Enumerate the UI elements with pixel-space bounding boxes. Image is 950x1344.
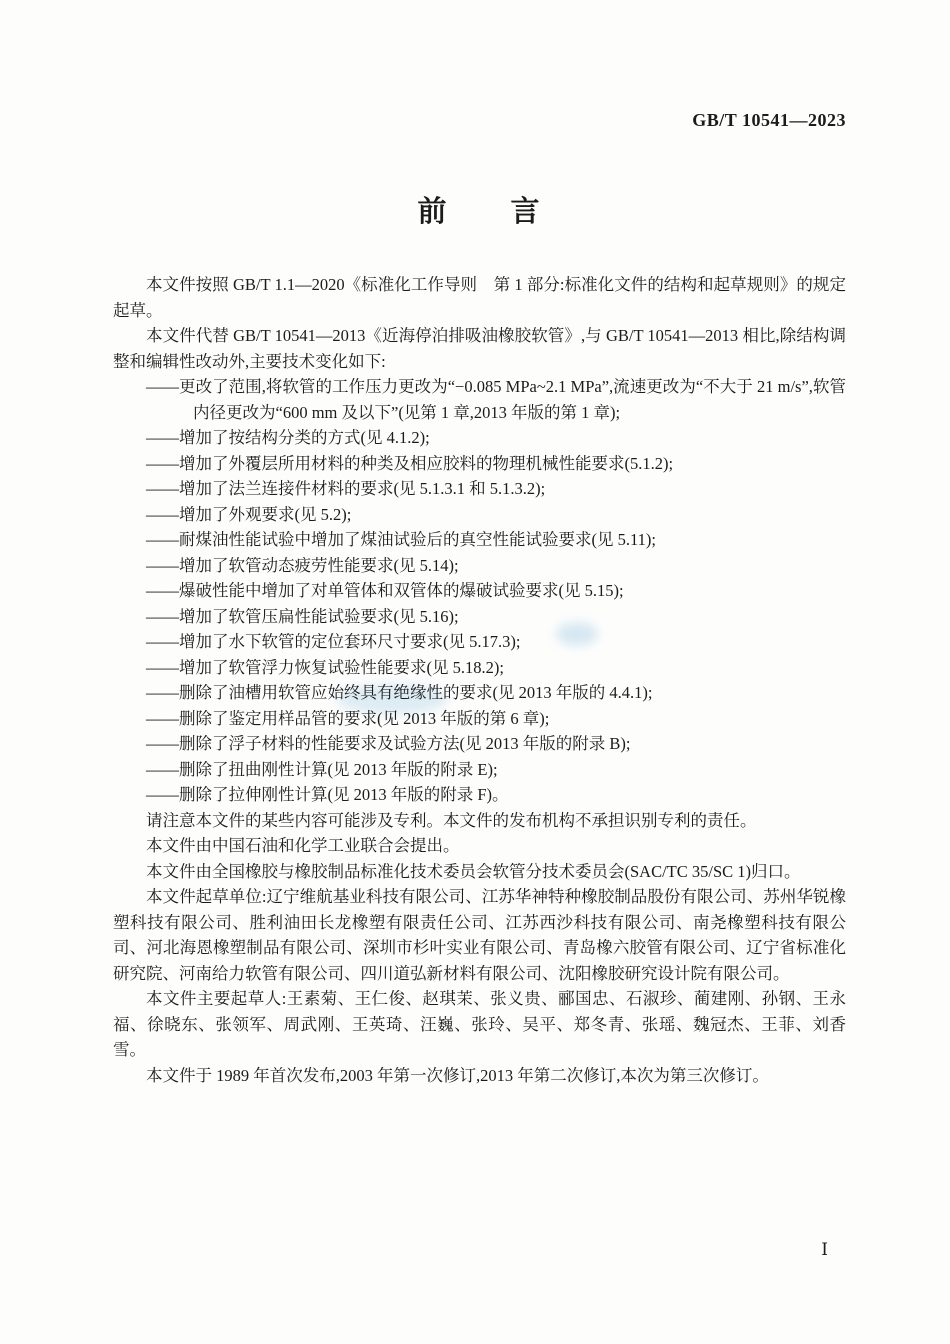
change-item: ——更改了范围,将软管的工作压力更改为“−0.085 MPa~2.1 MPa”,流速更改为“不大于 21 m/s”,软管内径更改为“600 mm 及以下”(见第 1 章,2013 年版的第 1 章);	[146, 377, 846, 422]
page-number: Ⅰ	[821, 1240, 828, 1259]
change-item: ——增加了软管压扁性能试验要求(见 5.16);	[146, 606, 459, 626]
change-item: ——删除了油槽用软管应始终具有绝缘性的要求(见 2013 年版的 4.4.1);	[146, 683, 653, 702]
page-title: 前 言	[417, 196, 542, 228]
change-item: ——增加了软管动态疲劳性能要求(见 5.14);	[146, 555, 459, 575]
change-item: ——删除了拉伸刚性计算(见 2013 年版的附录 F)。	[146, 785, 509, 804]
change-item: ——删除了扭曲刚性计算(见 2013 年版的附录 E);	[146, 759, 498, 779]
change-item: ——增加了外覆层所用材料的种类及相应胶料的物理机械性能要求(5.1.2);	[146, 453, 674, 473]
paragraph-basis: 本文件按照 GB/T 1.1—2020《标准化工作导则 第 1 部分:标准化文件的结构和起草规则》的规定起草。	[113, 275, 846, 320]
change-item: ——增加了按结构分类的方式(见 4.1.2);	[146, 428, 430, 447]
paragraph-patent-notice: 请注意本文件的某些内容可能涉及专利。本文件的发布机构不承担识别专利的责任。	[146, 810, 757, 830]
document-body	[113, 272, 846, 1088]
document-content	[113, 192, 846, 1088]
change-item: ——耐煤油性能试验中增加了煤油试验后的真空性能试验要求(见 5.11);	[146, 530, 656, 549]
change-item: ——增加了水下软管的定位套环尺寸要求(见 5.17.3);	[146, 632, 521, 651]
paragraph-committee: 本文件由全国橡胶与橡胶制品标准化技术委员会软管分技术委员会(SAC/TC 35/SC 1)归口。	[146, 861, 801, 881]
paragraph-drafters: 本文件主要起草人:王素菊、王仁俊、赵琪茉、张义贵、郦国忠、石淑珍、蔺建刚、孙钢、王永福、徐晓东、张领军、周武刚、王英琦、汪巍、张玲、吴平、郑冬青、张瑶、魏冠杰、王菲、刘香雪。	[113, 989, 846, 1059]
paragraph-drafting-units: 本文件起草单位:辽宁维航基业科技有限公司、江苏华神特种橡胶制品股份有限公司、苏州华锐橡塑科技有限公司、胜利油田长龙橡塑有限责任公司、江苏西沙科技有限公司、南尧橡塑科技有限公司、河北海恩橡塑制品有限公司、深圳市杉叶实业有限公司、青岛橡六胶管有限公司、辽宁省标准化研究院、河南给力软管有限公司、四川道弘新材料有限公司、沈阳橡胶研究设计院有限公司。	[113, 887, 846, 983]
change-item: ——增加了外观要求(见 5.2);	[146, 504, 352, 524]
change-item: ——爆破性能中增加了对单管体和双管体的爆破试验要求(见 5.15);	[146, 581, 624, 600]
change-item: ——增加了法兰连接件材料的要求(见 5.1.3.1 和 5.1.3.2);	[146, 479, 546, 498]
paragraph-revision-history: 本文件于 1989 年首次发布,2003 年第一次修订,2013 年第二次修订,本次为第三次修订。	[146, 1065, 769, 1085]
standard-number: GB/T 10541—2023	[692, 110, 846, 130]
paragraph-proposed-by: 本文件由中国石油和化学工业联合会提出。	[146, 836, 460, 855]
change-item: ——删除了浮子材料的性能要求及试验方法(见 2013 年版的附录 B);	[146, 734, 631, 753]
change-item: ——增加了软管浮力恢复试验性能要求(见 5.18.2);	[146, 657, 504, 677]
change-item: ——删除了鉴定用样品管的要求(见 2013 年版的第 6 章);	[146, 708, 550, 728]
paragraph-replaces: 本文件代替 GB/T 10541—2013《近海停泊排吸油橡胶软管》,与 GB/T 10541—2013 相比,除结构调整和编辑性改动外,主要技术变化如下:	[113, 326, 846, 371]
